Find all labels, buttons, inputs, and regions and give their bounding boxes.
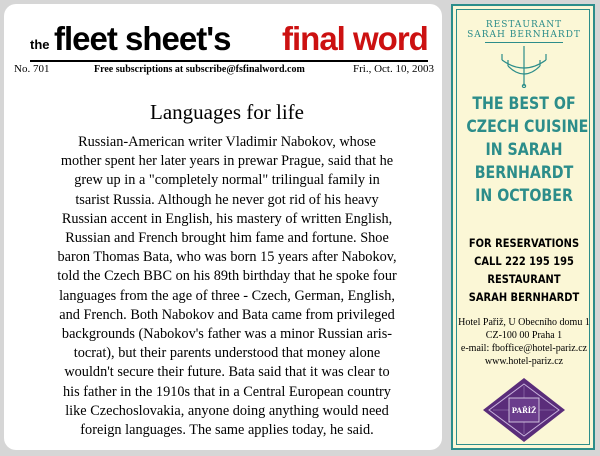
contact-email[interactable]: e-mail: fboffice@hotel-pariz.cz [460,343,588,354]
masthead-title-red: final word [282,20,428,57]
article-body [20,133,434,440]
article-line: languages from the age of three - Czech, German, English, [59,287,395,304]
masthead-divider [30,60,428,62]
ad-reservations [466,234,581,306]
reservation-line: FOR RESERVATIONS [468,236,580,250]
article-line: mother spent her later years in prewar Prague, said that he [60,153,394,170]
newsletter-page [4,4,442,450]
article-line: tsarist Russia. Although he never got rid of his heavy [75,191,379,208]
promo-line: IN SARAH [485,140,563,159]
reservation-line: SARAH BERNHARDT [468,290,580,304]
article-line: and French. Both Nabokov and Bata came from privileged [59,306,395,323]
article-line: Russian accent in English, his mastery of written English, [61,210,393,227]
article-line: baron Thomas Bata, who was born 15 years after Nabokov, [57,249,397,266]
article-line: foreign languages. The same applies today, he said. [80,422,374,439]
issue-info-row [14,63,434,79]
reservation-line: RESTAURANT [487,272,561,286]
masthead [30,20,430,64]
promo-line: BERNHARDT [474,163,574,182]
logo-line-1: RESTAURANT [485,20,563,30]
article-line: his father in the 1910s that in a Central European country [63,383,391,400]
article-line: Russian and French brought him fame and fortune. Shoe [65,230,389,247]
article-line: Russian-American writer Vladimir Nabokov, whose [78,134,376,150]
logo-line-2: SARAH BERNHARDT [467,30,581,40]
promo-line: THE BEST OF [472,94,576,113]
chandelier-icon [494,46,554,88]
article-line: told the Czech BBC on his 89th birthday that he spoke four [57,268,397,285]
promo-line: IN OCTOBER [475,186,573,205]
reservation-line: CALL 222 195 195 [474,254,574,268]
article-headline: Languages for life [150,100,304,124]
subscription-text: Free subscriptions at subscribe@fsfinalword.com [94,64,305,75]
masthead-the: the [30,37,50,52]
masthead-title: fleet sheet's [54,20,231,57]
article-line: like Czechoslovakia, anyone doing anything would need [65,402,389,419]
restaurant-logo [457,20,591,40]
ad-contact [457,316,591,368]
hotel-emblem-icon [481,376,567,444]
contact-website[interactable]: www.hotel-pariz.cz [484,356,564,367]
article-line: grew up in a "completely normal" trilingual family in [74,172,380,189]
contact-address: Hotel Pařiž, U Obecního domu 1 [458,317,590,328]
ad-inner-frame [456,9,590,445]
contact-postcode: CZ-100 00 Praha 1 [485,330,563,341]
promo-line: CZECH CUISINE [466,117,589,136]
emblem-text: PAŘÍŽ [511,406,537,415]
issue-date: Fri., Oct. 10, 2003 [353,63,434,75]
issue-number: No. 701 [14,63,50,75]
article-line: backgrounds (Nabokov's father was a minor Russian aris- [61,326,393,343]
article-line: wouldn't secure their future. Bata said that it was clear to [64,364,390,381]
ad-promo [466,92,589,207]
logo-rule [485,42,563,43]
article-line: tocrat), but their parents understood that money alone [73,345,381,362]
restaurant-advertisement[interactable] [451,4,595,450]
